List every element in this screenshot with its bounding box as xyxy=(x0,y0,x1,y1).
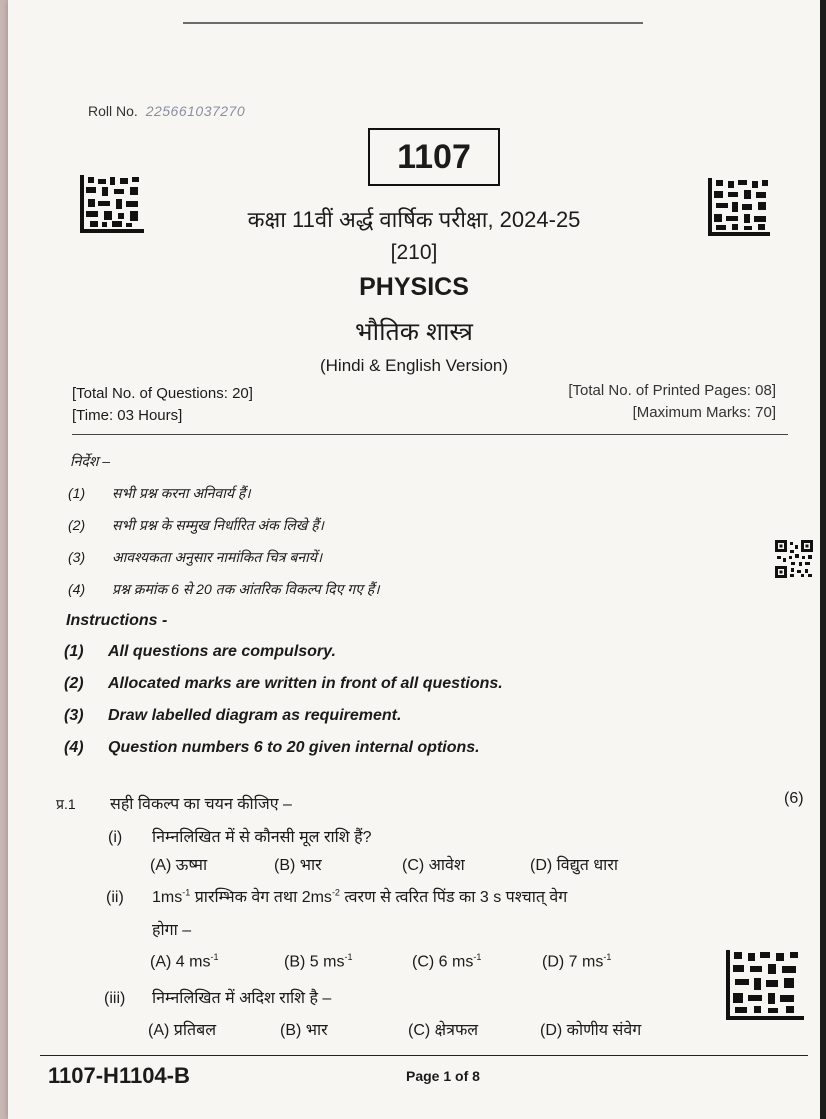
header-divider xyxy=(72,434,788,435)
subquestion-number: (ii) xyxy=(106,889,124,906)
option-value: 5 ms xyxy=(309,953,345,971)
option-value: 4 ms xyxy=(175,953,211,971)
footer-divider xyxy=(40,1055,808,1056)
subquestion-text: निम्नलिखित में अदिश राशि है – xyxy=(152,990,332,1007)
top-rule xyxy=(183,22,643,24)
subject-english: PHYSICS xyxy=(359,273,469,301)
instruction-text: सभी प्रश्न करना अनिवार्य हैं। xyxy=(112,485,251,501)
roll-number xyxy=(88,103,245,119)
instruction-number: (2) xyxy=(64,675,84,692)
option-a: (A) ऊष्मा xyxy=(150,857,208,874)
superscript: -1 xyxy=(473,952,482,962)
instruction-text: Allocated marks are written in front of all questions. xyxy=(108,675,503,692)
paper-code-box: 1107 xyxy=(368,128,500,186)
superscript: -1 xyxy=(603,952,612,962)
option-value: 6 ms xyxy=(438,953,474,971)
superscript: -1 xyxy=(344,952,353,962)
question-prompt: सही विकल्प का चयन कीजिए – xyxy=(110,796,292,813)
subject-code: [210] xyxy=(390,241,438,264)
instruction-text: Question numbers 6 to 20 given internal options. xyxy=(108,739,480,756)
option-d xyxy=(542,952,611,971)
subquestion-text-part: प्रारम्भिक वेग तथा 2ms xyxy=(190,889,332,906)
option-label: (C) xyxy=(412,953,435,971)
option-d: (D) कोणीय संवेग xyxy=(540,1022,642,1039)
instructions-english-heading: Instructions - xyxy=(66,612,168,629)
instruction-number: (2) xyxy=(68,517,86,533)
question-number: प्र.1 xyxy=(56,796,76,812)
subquestion-iii xyxy=(104,986,331,1008)
maximum-marks: [Maximum Marks: 70] xyxy=(632,404,776,421)
subject-hindi: भौतिक शास्त्र xyxy=(355,318,473,346)
instruction-english-1 xyxy=(64,643,336,661)
instruction-english-4 xyxy=(64,739,480,757)
superscript: -2 xyxy=(331,887,340,898)
right-page-edge xyxy=(820,0,826,1119)
instruction-hindi-2 xyxy=(68,516,324,535)
printed-pages: [Total No. of Printed Pages: 08] xyxy=(568,382,776,399)
instruction-number: (3) xyxy=(64,707,84,724)
option-c: (C) आवेश xyxy=(402,857,465,874)
page-number: Page 1 of 8 xyxy=(406,1068,480,1084)
roll-label: Roll No. xyxy=(88,103,138,119)
question-marks: (6) xyxy=(784,790,804,807)
option-c: (C) क्षेत्रफल xyxy=(408,1022,479,1039)
options-iii xyxy=(148,1018,641,1040)
instruction-text: सभी प्रश्न के सम्मुख निर्धारित अंक लिखे हैं। xyxy=(112,517,324,533)
instruction-english-2 xyxy=(64,675,503,693)
options-ii xyxy=(150,952,611,971)
option-value: 7 ms xyxy=(568,953,604,971)
instruction-text: Draw labelled diagram as requirement. xyxy=(108,707,402,724)
subquestion-i xyxy=(108,825,372,847)
total-questions: [Total No. of Questions: 20] xyxy=(72,385,253,402)
option-a: (A) प्रतिबल xyxy=(148,1022,217,1039)
option-b: (B) भार xyxy=(274,857,322,874)
footer-paper-code: 1107-H1104-B xyxy=(48,1063,190,1088)
subquestion-text-part: त्वरण से त्वरित पिंड का 3 s पश्चात् वेग xyxy=(339,889,568,906)
option-b xyxy=(284,952,412,971)
instruction-number: (1) xyxy=(64,643,84,660)
option-label: (A) xyxy=(150,953,172,971)
instructions-hindi-heading: निर्देश – xyxy=(70,453,111,469)
instruction-hindi-1 xyxy=(68,484,251,503)
superscript: -1 xyxy=(210,952,219,962)
exam-time: [Time: 03 Hours] xyxy=(72,407,183,424)
qr-code xyxy=(775,540,813,578)
instruction-number: (3) xyxy=(68,549,86,565)
subquestion-text: निम्नलिखित में से कौनसी मूल राशि हैं? xyxy=(152,829,372,846)
instruction-text: आवश्यकता अनुसार नामांकित चित्र बनायें। xyxy=(112,549,323,565)
instruction-english-3 xyxy=(64,707,401,725)
option-b: (B) भार xyxy=(280,1022,328,1039)
subquestion-number: (iii) xyxy=(104,990,126,1007)
instruction-number: (4) xyxy=(68,581,86,597)
options-i xyxy=(150,853,618,875)
subquestion-text-part: 1ms xyxy=(152,889,183,906)
subquestion-ii-continuation: होगा – xyxy=(152,922,192,939)
left-page-edge xyxy=(0,0,8,1119)
option-label: (D) xyxy=(542,953,565,971)
instruction-number: (4) xyxy=(64,739,84,756)
instruction-hindi-4 xyxy=(68,580,380,599)
option-c xyxy=(412,952,542,971)
exam-paper-page xyxy=(8,0,820,1119)
subquestion-number: (i) xyxy=(108,829,123,846)
superscript: -1 xyxy=(182,887,191,898)
roll-value: 225661037270 xyxy=(145,103,246,119)
instruction-text: प्रश्न क्रमांक 6 से 20 तक आंतरिक विकल्प दिए गए हैं। xyxy=(112,581,380,597)
option-a xyxy=(150,952,284,971)
instruction-text: All questions are compulsory. xyxy=(108,643,336,660)
instruction-number: (1) xyxy=(68,485,86,501)
version-note: (Hindi & English Version) xyxy=(319,356,509,375)
datamatrix-code-bottom xyxy=(726,950,804,1020)
subquestion-ii xyxy=(106,885,567,907)
instruction-hindi-3 xyxy=(68,548,322,567)
exam-title: कक्षा 11वीं अर्द्ध वार्षिक परीक्षा, 2024-25 xyxy=(247,207,581,232)
option-d: (D) विद्युत धारा xyxy=(530,857,619,874)
option-label: (B) xyxy=(284,953,306,971)
